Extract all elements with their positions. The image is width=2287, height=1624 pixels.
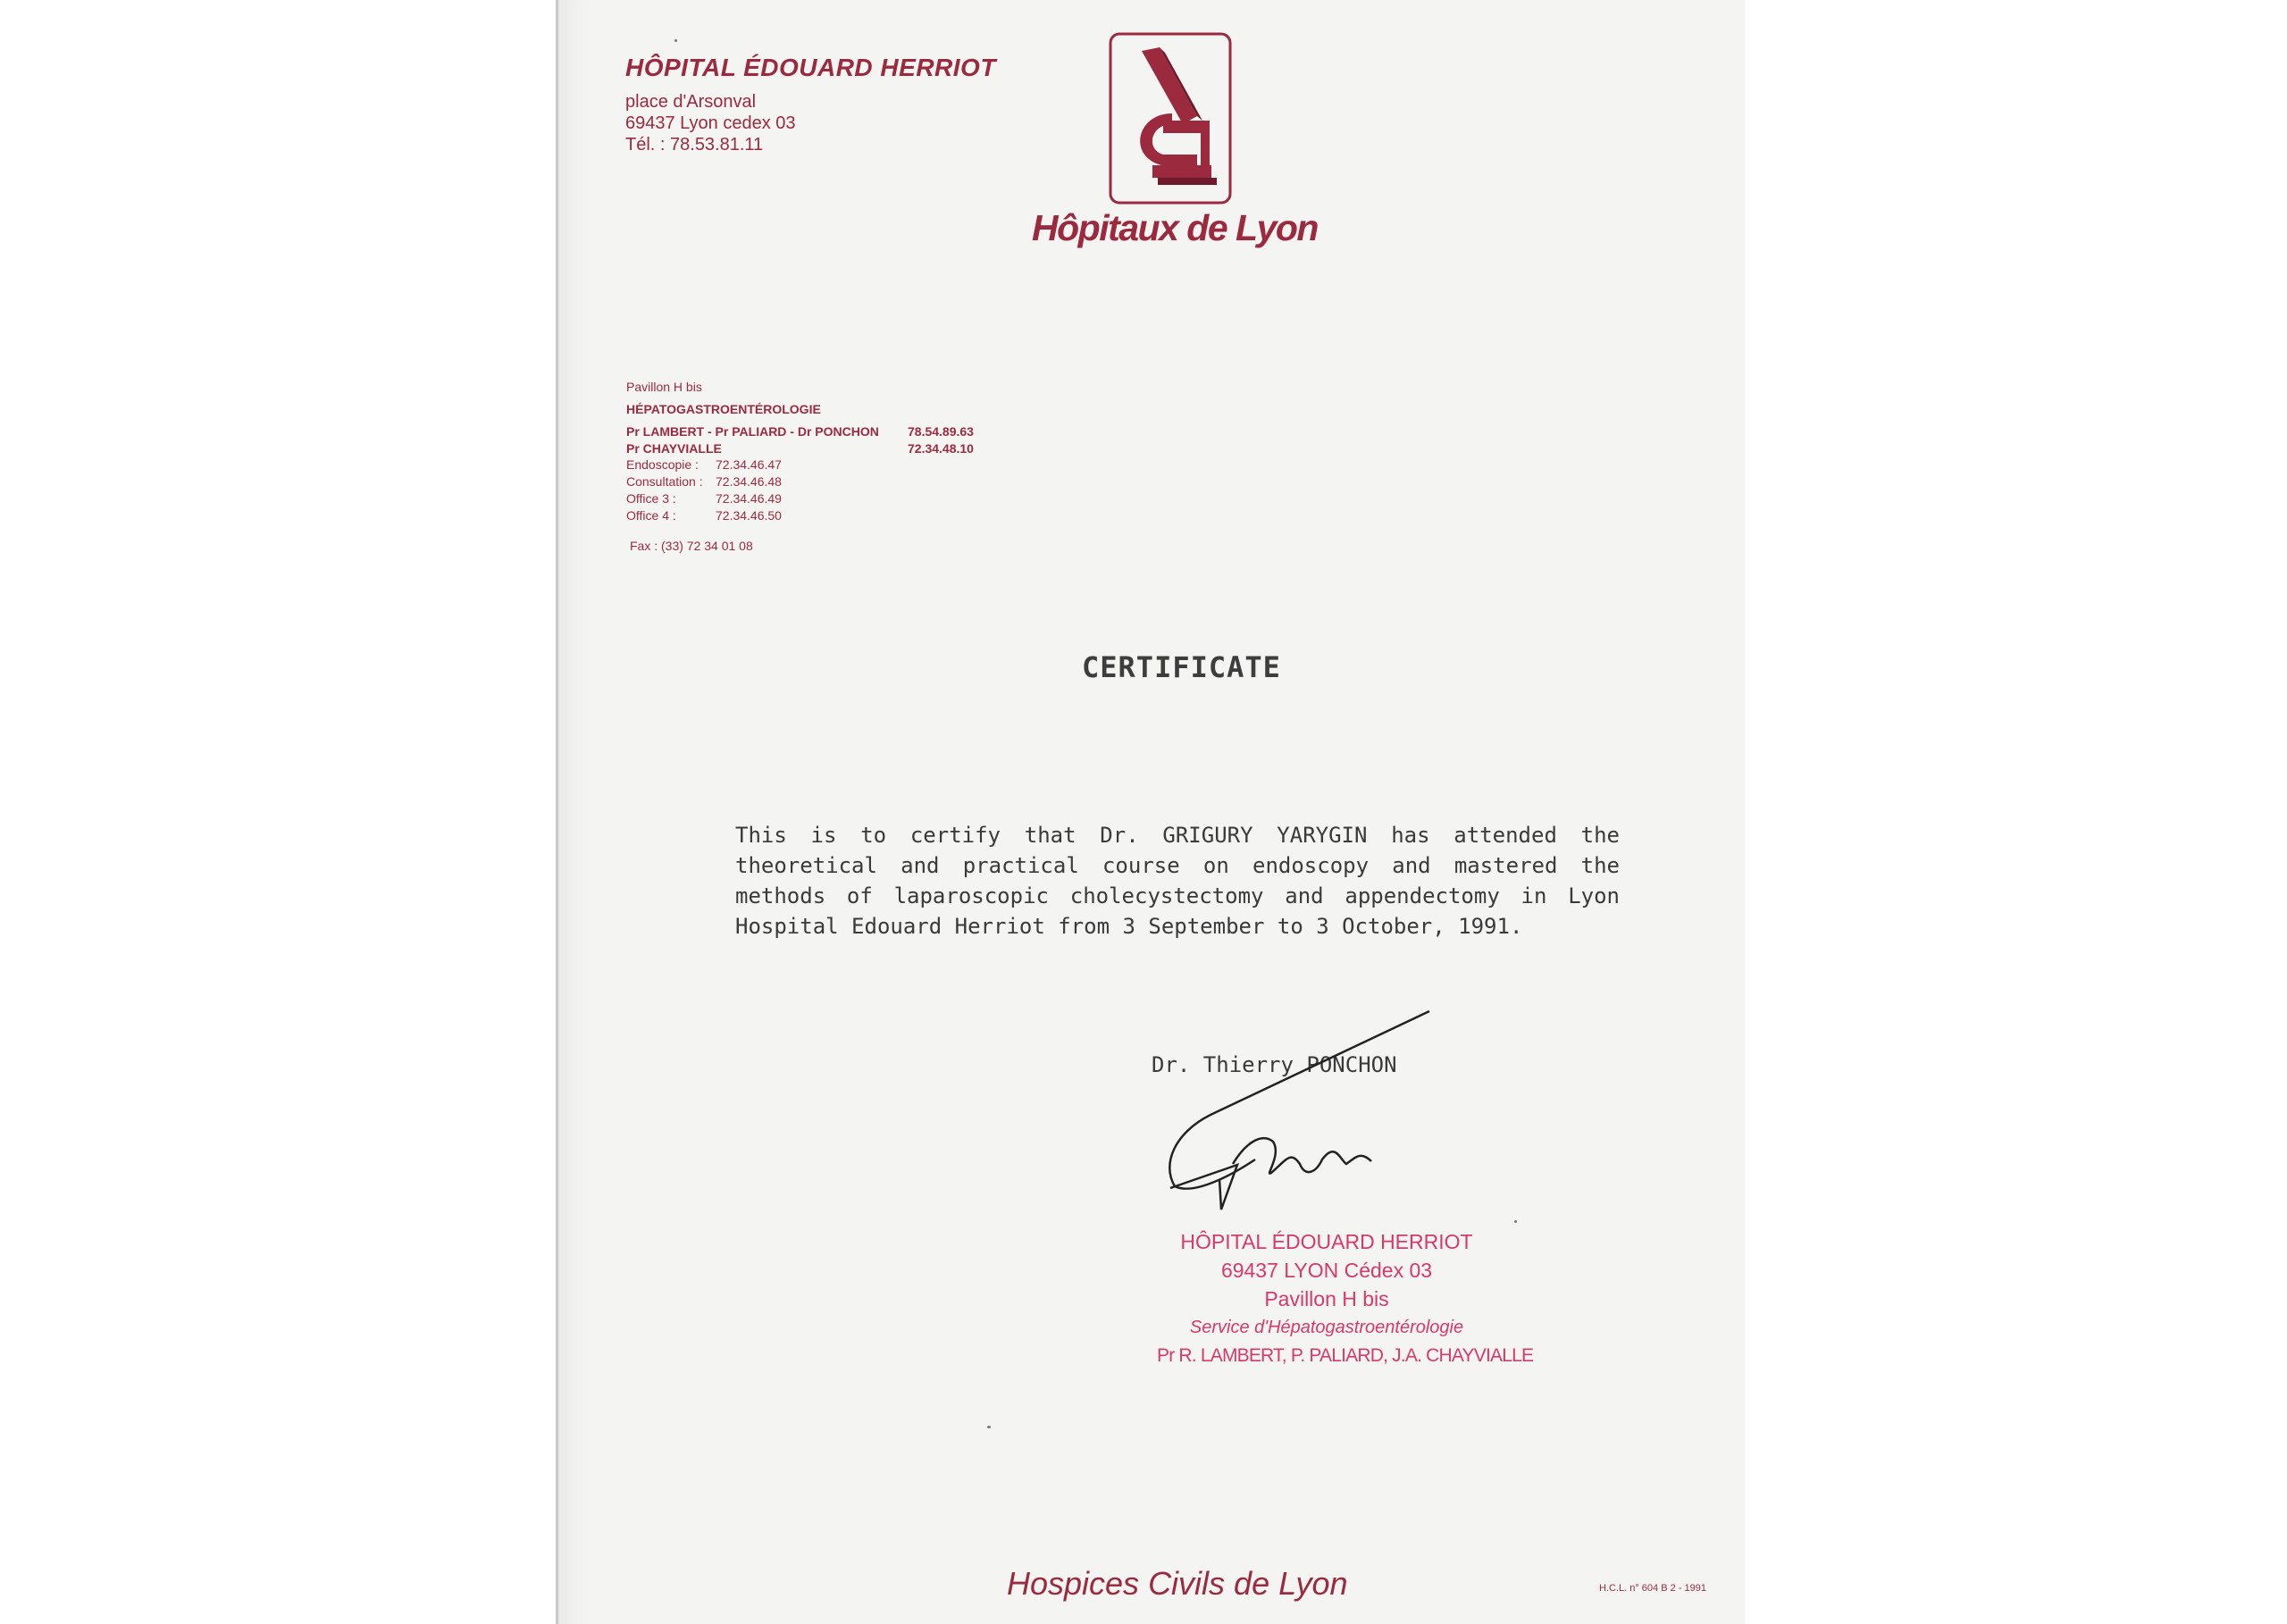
handwritten-signature-icon (1157, 1008, 1443, 1222)
microscope-logo-icon (1108, 31, 1233, 205)
fax-number: Fax : (33) 72 34 01 08 (630, 539, 753, 553)
signer-name: Dr. Thierry PONCHON (1152, 1052, 1397, 1077)
staff-names-2: Pr CHAYVIALLE (626, 441, 722, 456)
certificate-title: CERTIFICATE (1082, 650, 1281, 684)
staff-phone-2: 72.34.48.10 (908, 441, 974, 456)
staff-phone-1: 78.54.89.63 (908, 424, 974, 439)
contact-row: Consultation : 72.34.46.48 (626, 474, 782, 489)
certificate-body: This is to certify that Dr. GRIGURY YARYGIN has attended the theoretical and practical course on endoscopy and mastered the methods of laparoscopic cholecystectomy and appendectomy in Lyon Hospital Edouard Herriot from 3 September to 3 October, 1991. (735, 823, 1620, 939)
stamp-line-1: HÔPITAL ÉDOUARD HERRIOT (1180, 1230, 1473, 1253)
address-line-1: place d'Arsonval (625, 92, 757, 112)
hospital-phone: Tél. : 78.53.81.11 (625, 135, 764, 155)
logo-text: Hôpitaux de Lyon (1032, 207, 1318, 248)
pavilion: Pavillon H bis (626, 380, 702, 394)
paper-speck (987, 1426, 991, 1428)
paper-speck (674, 39, 677, 42)
stamp-line-2: 69437 LYON Cédex 03 (1220, 1259, 1433, 1282)
staff-row-1 (626, 423, 974, 439)
hospital-address (625, 91, 796, 155)
contact-row: Office 3 : 72.34.46.49 (626, 491, 782, 506)
address-line-2: 69437 Lyon cedex 03 (625, 113, 796, 133)
certificate-page (556, 0, 1745, 1624)
contact-row: Endoscopie : 72.34.46.47 (626, 457, 782, 472)
paper-speck (1514, 1220, 1517, 1223)
form-reference: H.C.L. n° 604 B 2 - 1991 (1599, 1583, 1706, 1594)
stamp-line-5: Pr R. LAMBERT, P. PALIARD, J.A. CHAYVIALLE (1157, 1345, 1534, 1366)
staff-row-2 (626, 439, 974, 456)
staff-names-1: Pr LAMBERT - Pr PALIARD - Dr PONCHON (626, 424, 879, 439)
contact-row: Office 4 : 72.34.46.50 (626, 508, 782, 523)
stamp-line-3: Pavillon H bis (1264, 1287, 1389, 1310)
hospital-stamp (1157, 1227, 1534, 1370)
service-name: HÉPATOGASTROENTÉROLOGIE (626, 402, 821, 416)
department-block (626, 378, 974, 555)
hospital-name: HÔPITAL ÉDOUARD HERRIOT (625, 54, 996, 81)
stamp-line-4: Service d'Hépatogastroentérologie (1189, 1318, 1464, 1337)
footer-organization: Hospices Civils de Lyon (1007, 1565, 1348, 1602)
